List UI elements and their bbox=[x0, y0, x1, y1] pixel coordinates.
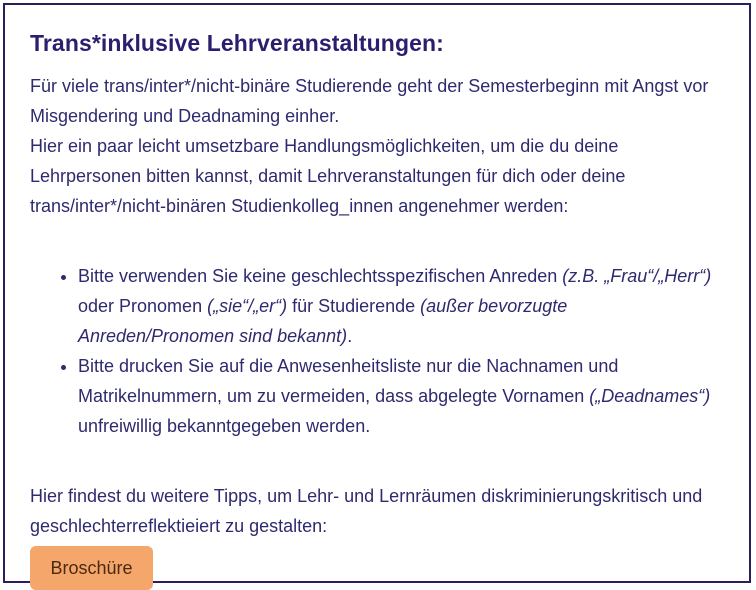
intro-text bbox=[30, 71, 730, 221]
tips-list bbox=[48, 261, 718, 441]
tip-example-pronouns: („sie“/„er“) bbox=[207, 296, 288, 316]
tip-text: Bitte drucken Sie auf die Anwesenheitsliste nur die Nachnamen und Matrikelnummern, um zu vermeiden, dass abgelegte Vornamen bbox=[78, 356, 619, 406]
tip-text: oder Pronomen bbox=[78, 296, 208, 316]
tip-exception: (außer bevorzugte Anreden/Pronomen sind bekannt) bbox=[78, 296, 568, 346]
intro-paragraph-2: Hier ein paar leicht umsetzbare Handlungsmöglichkeiten, um die du deine Lehrpersonen bitten kannst, damit Lehrveranstaltungen für dich oder deine trans/inter*/nicht-binären Studienkolleg_innen angenehmer werden: bbox=[30, 136, 626, 216]
tip-text: für Studierende bbox=[287, 296, 421, 316]
list-item bbox=[78, 351, 718, 441]
brochure-button[interactable]: Broschüre bbox=[30, 546, 153, 590]
tip-text: unfreiwillig bekanntgegeben werden. bbox=[78, 416, 371, 436]
intro-paragraph-1: Für viele trans/inter*/nicht-binäre Studierende geht der Semesterbeginn mit Angst vor Misgendering und Deadnaming einher. bbox=[30, 76, 709, 126]
tip-example-salutations: (z.B. „Frau“/„Herr“) bbox=[562, 266, 712, 286]
page-title: Trans*inklusive Lehrveranstaltungen: bbox=[30, 30, 444, 56]
tip-text: . bbox=[347, 326, 353, 346]
tip-text: Bitte verwenden Sie keine geschlechtsspezifischen Anreden bbox=[78, 266, 563, 286]
tip-deadnames: („Deadnames“) bbox=[589, 386, 711, 406]
outro-text: Hier findest du weitere Tipps, um Lehr- und Lernräumen diskriminierungskritisch und geschlechterreflektieiert zu gestalten: bbox=[30, 486, 703, 536]
list-item bbox=[78, 261, 718, 351]
